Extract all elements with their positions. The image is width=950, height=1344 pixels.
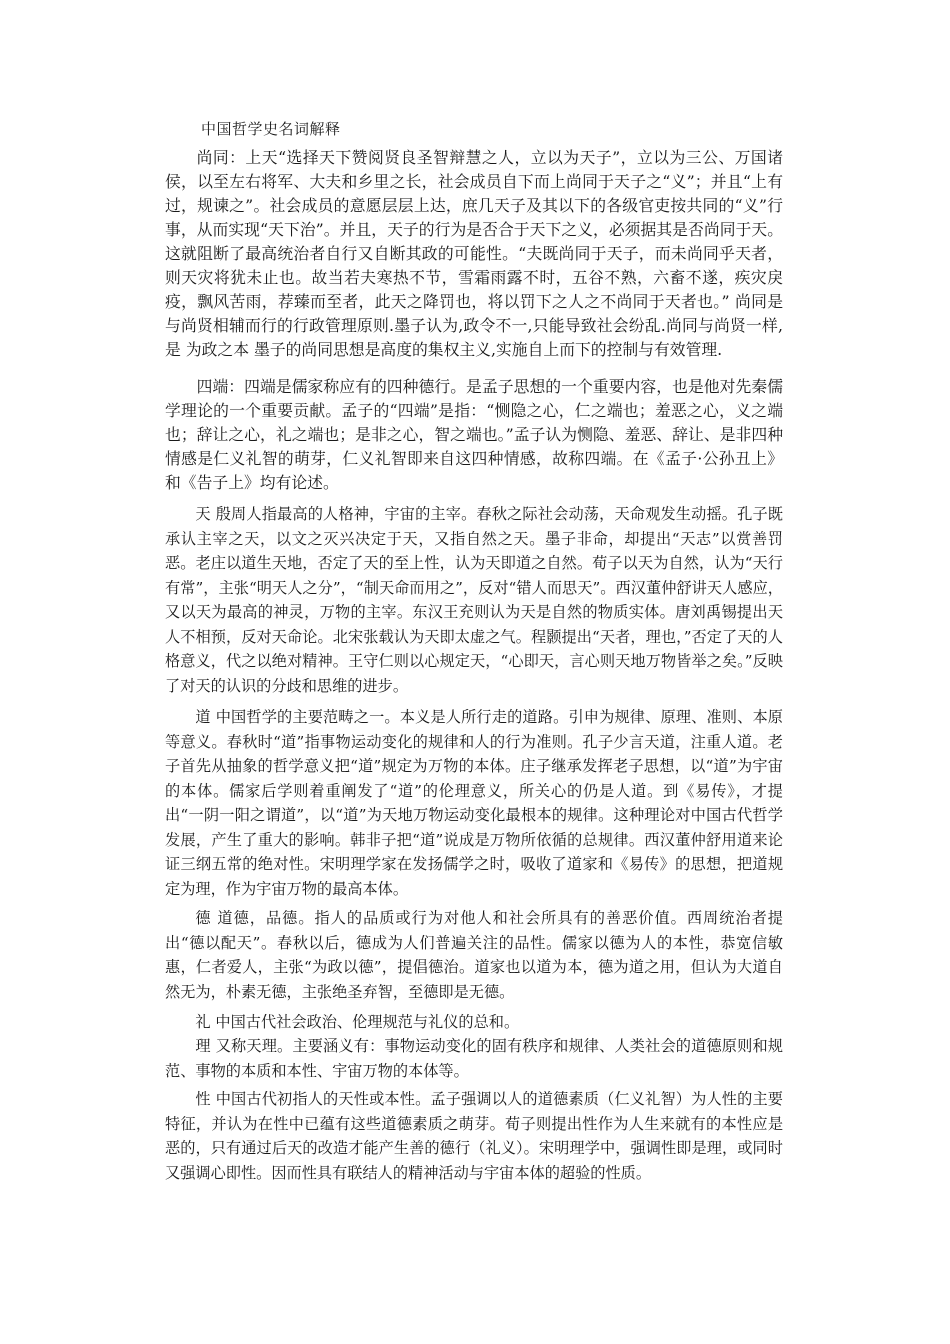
entry-li-principle: 理 又称天理。主要涵义有：事物运动变化的固有秩序和规律、人类社会的道德原则和规范、事物的本质和本性、宇宙万物的本体等。 — [165, 1037, 783, 1080]
document-title: 中国哲学史名词解释 — [201, 120, 341, 138]
entry-xing: 性 中国古代初指人的天性或本性。孟子强调以人的道德素质（仁义礼智）为人性的主要特征，并认为在性中已蕴有这些道德素质之萌芽。荀子则提出性作为人生来就有的本性应是恶的，只有通过后天的改造才能产生善的德行（礼义）。宋明理学中，强调性即是理，或同时又强调心即性。因而性具有联结人的精神活动与宇宙本体的超验的性质。 — [165, 1090, 783, 1182]
entry-dao: 道 中国哲学的主要范畴之一。本义是人所行走的道路。引申为规律、原理、准则、本原等意义。春秋时“道”指事物运动变化的规律和人的行为准则。孔子少言天道，注重人道。老子首先从抽象的哲学意义把“道”规定为万物的本体。庄子继承发挥老子思想，以“道”为宇宙的本体。儒家后学则着重阐发了“道”的伦理意义，所关心的仍是人道。到《易传》，才提出“一阴一阳之谓道”，以“道”为天地万物运动变化最根本的规律。这种理论对中国古代哲学发展，产生了重大的影响。韩非子把“道”说成是万物所依循的总规律。西汉董仲舒用道来论证三纲五常的绝对性。宋明理学家在发扬儒学之时，吸收了道家和《易传》的思想，把道规定为理，作为宇宙万物的最高本体。 — [165, 708, 783, 898]
entry-tian: 天 殷周人指最高的人格神，宇宙的主宰。春秋之际社会动荡，天命观发生动摇。孔子既承认主宰之天，以文之灭兴决定于天，又指自然之天。墨子非命，却提出“天志”以赏善罚恶。老庄以道生天地，否定了天的至上性，认为天即道之自然。荀子以天为自然，认为“天行有常”，主张“明天人之分”，“制天命而用之”，反对“错人而思天”。西汉董仲舒讲天人感应，又以天为最高的神灵，万物的主宰。东汉王充则认为天是自然的物质实体。唐刘禹锡提出天人不相预，反对天命论。北宋张载认为天即太虚之气。程颢提出“天者，理也，”否定了天的人格意义，代之以绝对精神。王守仁则以心规定天，“心即天，言心则天地万物皆举之矣。”反映了对天的认识的分歧和思维的进步。 — [165, 505, 783, 695]
entry-shangtong: 尚同：上天“选择天下赞阅贤良圣智辩慧之人，立以为天子”，立以为三公、万国诸侯，以至左右将军、大夫和乡里之长，社会成员自下而上尚同于天子之“义”；并且“上有过，规谏之”。社会成员的意愿层层上达，庶几天子及其以下的各级官吏按共同的“义”行事，从而实现“天下治”。并且，天子的行为是否合于天下之义，必须据其是否尚同于天。这就阻断了最高统治者自行又自断其政的可能性。“夫既尚同于天子，而未尚同乎天者，则天灾将犹未止也。故当若夫寒热不节，雪霜雨露不时，五谷不熟，六畜不遂，疾灾戾疫，飘风苦雨，荐臻而至者，此天之降罚也，将以罚下之人之不尚同于天者也。” 尚同是与尚贤相辅而行的行政管理原则.墨子认为,政令不一,只能导致社会纷乱.尚同与尚贤一样,是 为政之本 墨子的尚同思想是高度的集权主义,实施自上而下的控制与有效管理. — [165, 148, 783, 359]
entry-siduan: 四端：四端是儒家称应有的四种德行。是孟子思想的一个重要内容，也是他对先秦儒学理论的一个重要贡献。孟子的“四端”是指：“恻隐之心，仁之端也；羞恶之心，义之端也；辞让之心，礼之端也；是非之心，智之端也。”孟子认为恻隐、羞恶、辞让、是非四种情感是仁义礼智的萌芽，仁义礼智即来自这四种情感，故称四端。在《孟子·公孙丑上》和《告子上》均有论述。 — [165, 377, 783, 492]
entry-de: 德 道德，品德。指人的品质或行为对他人和社会所具有的善恶价值。西周统治者提出“德以配天”。春秋以后，德成为人们普遍关注的品性。儒家以德为人的本性，恭宽信敏惠，仁者爱人，主张“为政以德”，提倡德治。道家也以道为本，德为道之用，但认为大道自然无为，朴素无德，主张绝圣弃智，至德即是无德。 — [165, 909, 783, 1001]
entry-li-rites: 礼 中国古代社会政治、伦理规范与礼仪的总和。 — [195, 1013, 520, 1031]
